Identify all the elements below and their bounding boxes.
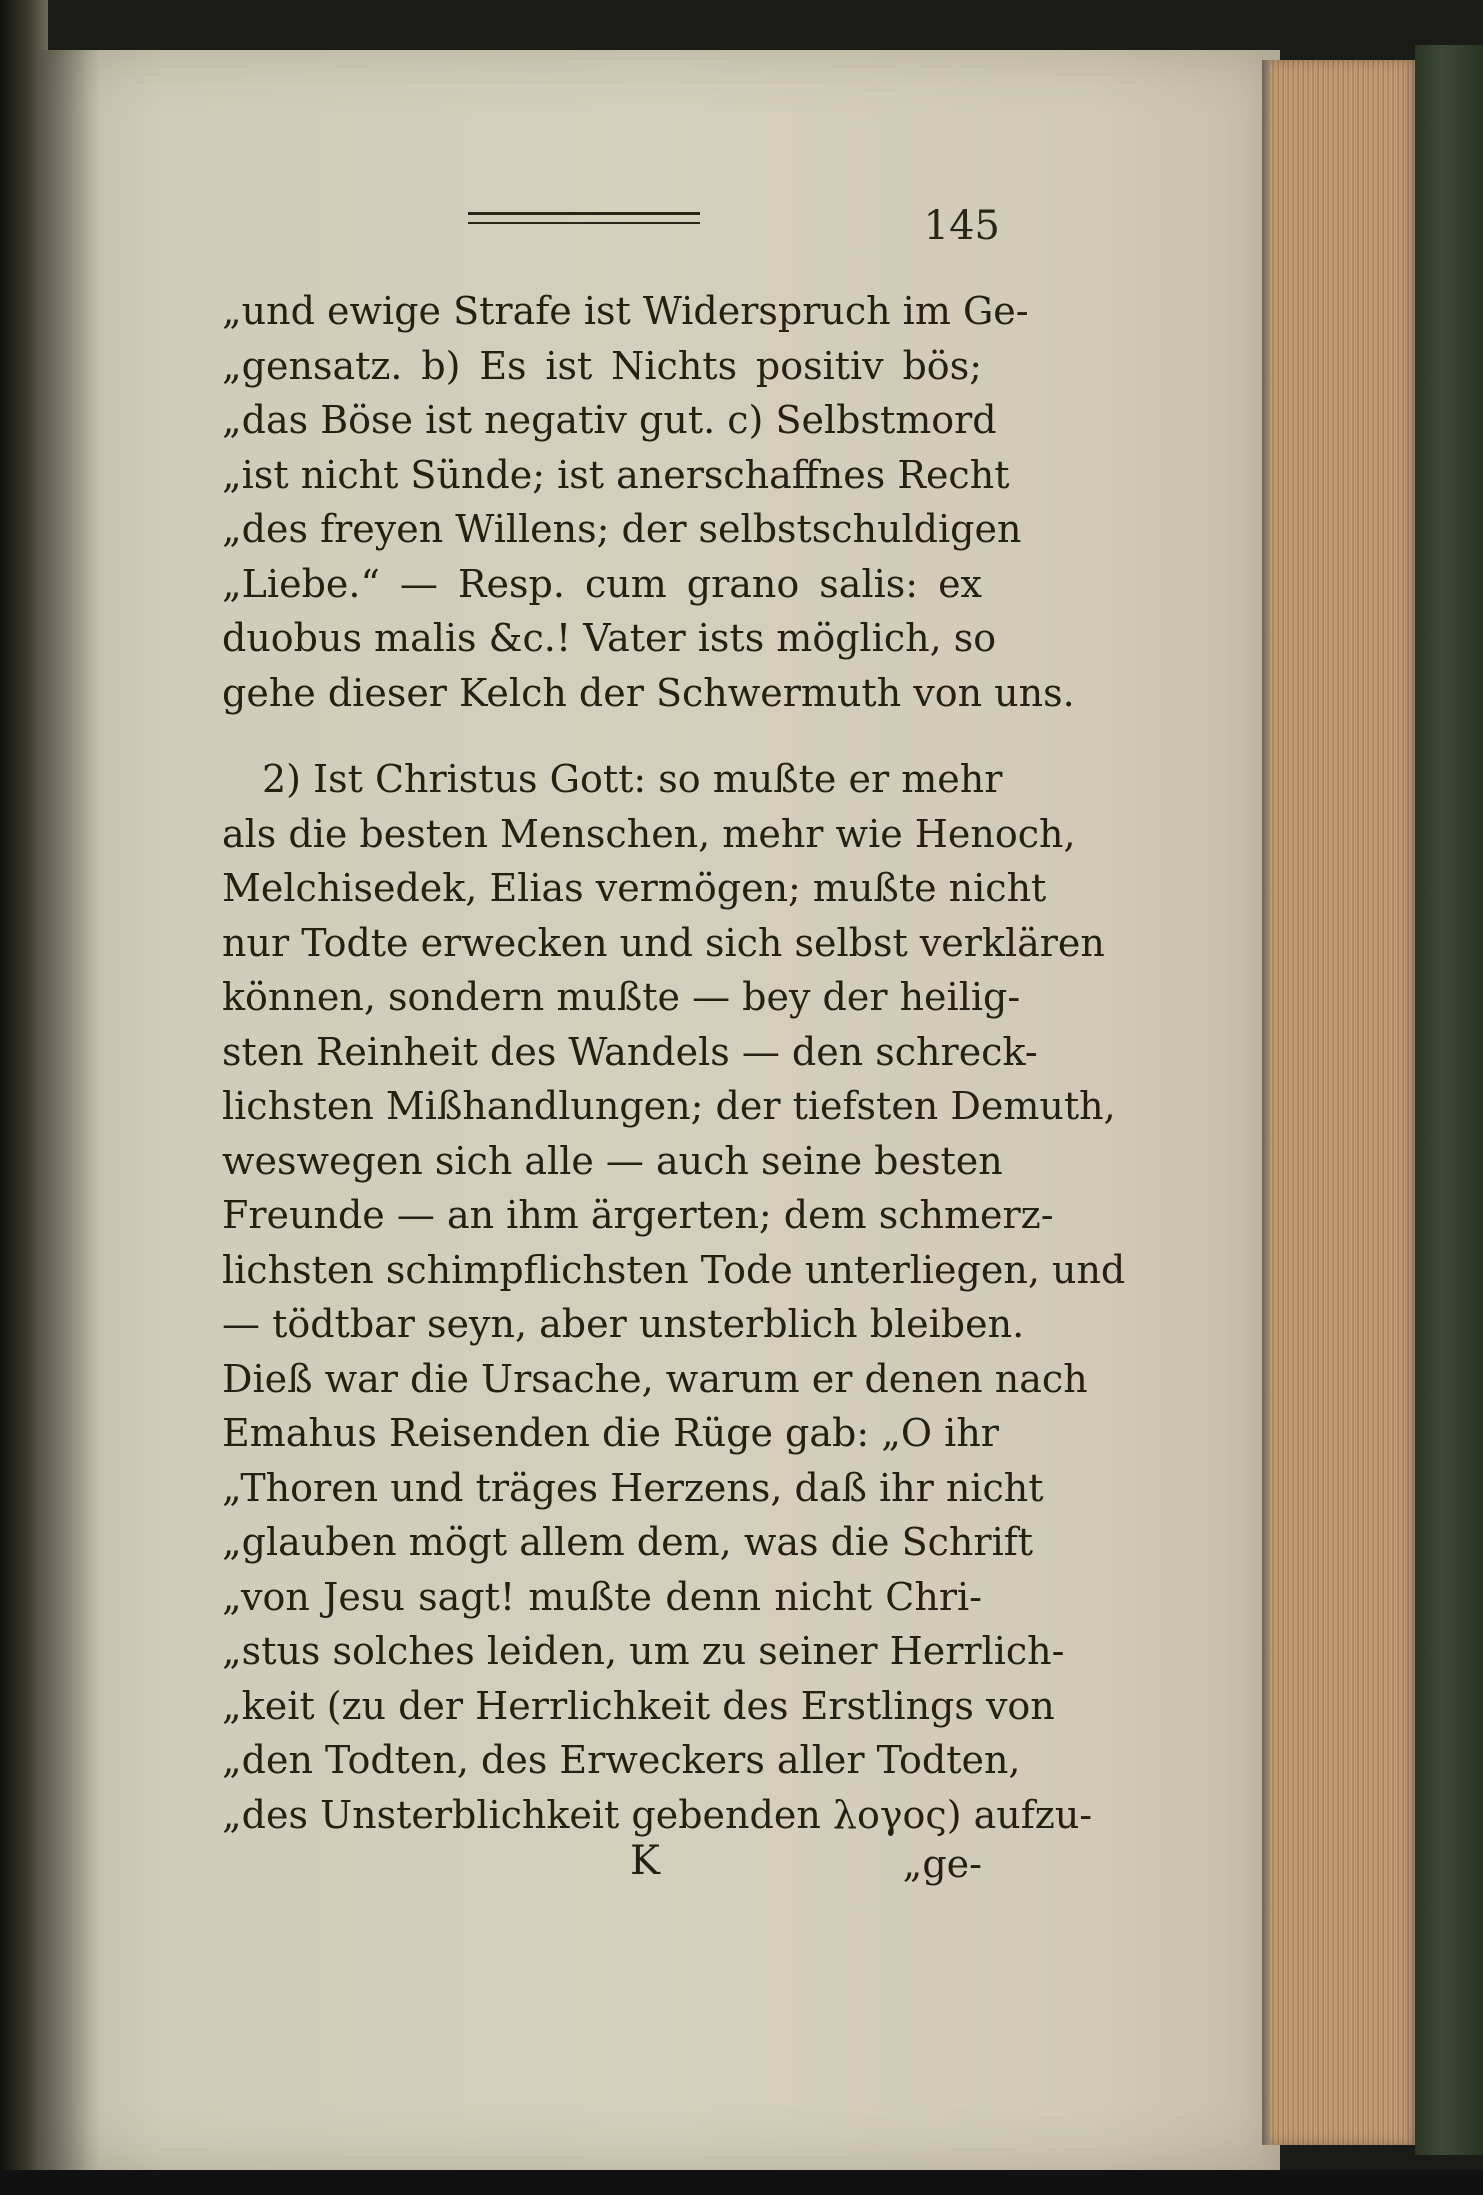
header-rule bbox=[468, 212, 700, 224]
signature-mark: K bbox=[630, 1838, 660, 1884]
page-number: 145 bbox=[923, 203, 1000, 249]
text-line: „Thoren und träges Herzens, daß ihr nicht bbox=[222, 1466, 1044, 1510]
text-line: „das Böse ist negativ gut. c) Selbstmord bbox=[222, 398, 997, 442]
text-line: Emahus Reisenden die Rüge gab: „O ihr bbox=[222, 1411, 999, 1455]
text-line: gehe dieser Kelch der Schwermuth von uns. bbox=[222, 671, 1075, 715]
text-line: lichsten Mißhandlungen; der tiefsten Demuth, bbox=[222, 1084, 1116, 1128]
text-line: „keit (zu der Herrlichkeit des Erstlings von bbox=[222, 1684, 1055, 1728]
text-line: „Liebe.“ — Resp. cum grano salis: ex bbox=[222, 562, 982, 606]
scan-border bbox=[0, 2170, 1483, 2195]
text-line: „des freyen Willens; der selbstschuldigen bbox=[222, 507, 1022, 551]
catchword: „ge- bbox=[902, 1842, 982, 1886]
text-line: sten Reinheit des Wandels — den schreck- bbox=[222, 1030, 1038, 1074]
text-line: als die besten Menschen, mehr wie Henoch, bbox=[222, 812, 1076, 856]
text-line: „ist nicht Sünde; ist anerschaffnes Recht bbox=[222, 453, 1010, 497]
text-line: „gensatz. b) Es ist Nichts positiv bös; bbox=[222, 344, 982, 388]
text-line: „stus solches leiden, um zu seiner Herrlich- bbox=[222, 1629, 1065, 1673]
page-edges-stack bbox=[1270, 60, 1420, 2145]
text-line: „des Unsterblichkeit gebenden λογος) aufzu- bbox=[222, 1793, 1093, 1837]
text-line: — tödtbar seyn, aber unsterblich bleiben. bbox=[222, 1302, 1025, 1346]
text-line: können, sondern mußte — bey der heilig- bbox=[222, 975, 1021, 1019]
text-line: „glauben mögt allem dem, was die Schrift bbox=[222, 1520, 1034, 1564]
text-line: nur Todte erwecken und sich selbst verklären bbox=[222, 921, 1105, 965]
gutter-shadow bbox=[40, 50, 100, 2170]
text-line: Melchisedek, Elias vermögen; mußte nicht bbox=[222, 866, 1047, 910]
text-line: „und ewige Strafe ist Widerspruch im Ge- bbox=[222, 289, 1029, 333]
text-line: lichsten schimpflichsten Tode unterliegen, und bbox=[222, 1248, 1126, 1292]
text-line: 2) Ist Christus Gott: so mußte er mehr bbox=[262, 757, 1003, 801]
book-cover-edge bbox=[1415, 45, 1483, 2155]
text-line: weswegen sich alle — auch seine besten bbox=[222, 1139, 1003, 1183]
text-line: „den Todten, des Erweckers aller Todten, bbox=[222, 1738, 1021, 1782]
text-line: Dieß war die Ursache, warum er denen nach bbox=[222, 1357, 1088, 1401]
text-line: Freunde — an ihm ärgerten; dem schmerz- bbox=[222, 1193, 1054, 1237]
text-line: „von Jesu sagt! mußte denn nicht Chri- bbox=[222, 1575, 982, 1619]
text-line: duobus malis &c.! Vater ists möglich, so bbox=[222, 616, 997, 660]
